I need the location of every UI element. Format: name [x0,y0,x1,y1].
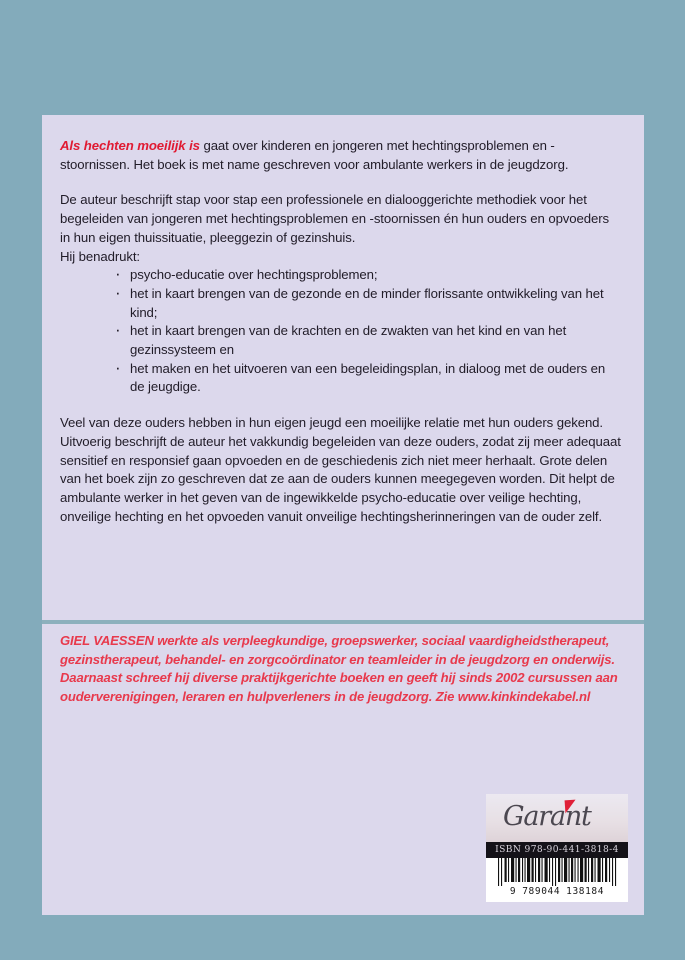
blurb-paragraph-3: Veel van deze ouders hebben in hun eigen jeugd een moeilijke relatie met hun ouders gekend. Uitvoerig beschrijft de auteur het vakkundig begeleiden van deze ouders, zodat zij meer adequaat sensitief en responsief gaan opvoeden en de geschiedenis zich niet meer herhaalt. Grote delen van het boek zijn zo geschreven dat ze aan de ouders kunnen meegegeven worden. Dit helpt de ambulante werker in het geven van de ingewikkelde psycho-educatie over veilige hechting, onveilige hechting en het opvoeden vanuit onveilige hechtingsherinneringen van de ouder zelf. [60,415,621,524]
blurb-section [42,115,644,543]
isbn-bar [486,842,628,858]
book-title: Als hechten moeilijk is [60,138,200,153]
barcode-icon [486,858,628,886]
method-bullet-list [60,266,622,397]
author-name: GIEL VAESSEN [60,633,154,648]
blurb-paragraph-2: De auteur beschrijft stap voor stap een professionele en dialooggerichte methodiek voor het begeleiden van jongeren met hechtingsproblemen en -stoornissen én hun ouders en opvoeders in hun eigen thuissituatie, pleeggezin of gezinshuis. [60,192,610,245]
publisher-barcode-block [486,794,628,902]
section-divider [42,620,644,624]
barcode-digit-group-mid: 789044 [522,886,561,897]
list-item: · het in kaart brengen van de krachten en de zwakten van het kind en van het gezinssysteem en [60,322,622,359]
publisher-logo-text: Garant [503,801,591,832]
barcode-digit-group-left: 9 [509,886,517,897]
list-item: · psycho-educatie over hechtingsproblemen; [60,266,622,285]
author-bio-text [60,632,622,706]
flag-icon [565,800,577,814]
blurb-paragraph-1 [60,137,622,174]
list-item: · het maken en het uitvoeren van een begeleidingsplan, in dialoog met de ouders en de jeugdige. [60,360,622,397]
content-panel [42,115,644,915]
blurb-paragraph-1-rest: gaat over kinderen en jongeren met hechtingsproblemen en -stoornissen. Het boek is met name geschreven voor ambulante werkers in de jeugdzorg. [60,138,569,172]
isbn-text: ISBN 978-90-441-3818-4 [495,845,619,855]
author-bio-section [42,632,644,706]
blurb-paragraph-2-lead: Hij benadrukt: [60,248,140,264]
barcode-digits [486,886,628,902]
list-item: · het in kaart brengen van de gezonde en de minder florissante ontwikkeling van het kind; [60,285,622,322]
author-bio-body: werkte als verpleegkundige, groepswerker, sociaal vaardigheidstherapeut, gezinstherapeut, behandel- en zorgcoördinator en teamleider in de jeugdzorg en onderwijs. Daarnaast schreef hij diverse praktijkgerichte boeken en geeft hij sinds 2002 cursussen aan ouderverenigingen, leraren en hulpverleners in de jeugdzorg. Zie www.kinkindekabel.nl [60,633,618,704]
barcode-digit-group-right: 138184 [566,886,605,897]
publisher-logo [486,794,628,842]
